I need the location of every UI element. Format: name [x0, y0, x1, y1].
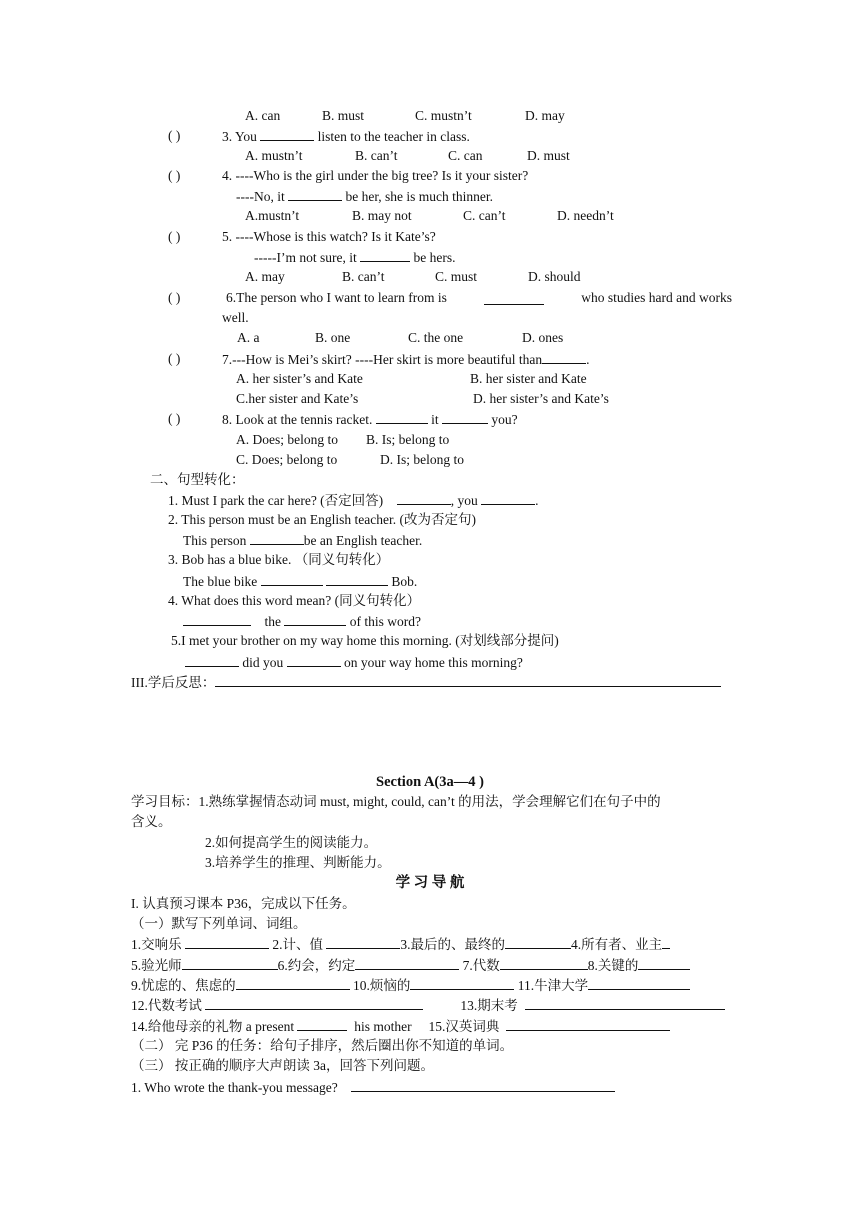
transform-3-blank-2[interactable] — [326, 573, 388, 586]
reflection-blank[interactable] — [215, 674, 721, 687]
transform-2-answer: This person be an English teacher. — [183, 533, 423, 548]
learning-goal-3: 3.培养学生的推理、判断能力。 — [205, 855, 391, 870]
q5-answer-paren[interactable]: ( ) — [168, 229, 181, 244]
vocab-row-2: 5.验光师 6.约会，约定 7.代数 8.关键的 — [131, 957, 690, 974]
q7-stem: 7.---How is Mei’s skirt? ----Her skirt is more beautiful than . — [222, 352, 590, 367]
reading-question-1-blank[interactable] — [351, 1079, 615, 1092]
transform-3-blank-1[interactable] — [261, 573, 323, 586]
transform-1-blank-2[interactable] — [481, 492, 535, 505]
q3-stem: 3. You listen to the teacher in class. — [222, 129, 470, 144]
q3-option-b: B. can’t — [355, 148, 398, 163]
q6-option-c: C. the one — [408, 330, 464, 345]
q4-stem-line2: ----No, it be her, she is much thinner. — [236, 189, 494, 204]
q7-option-a: A. her sister’s and Kate — [236, 371, 363, 386]
q8-option-a: A. Does; belong to — [236, 432, 338, 447]
q6-option-b: B. one — [315, 330, 351, 345]
vocab-9-blank[interactable] — [236, 977, 350, 990]
q3-option-d: D. must — [527, 148, 570, 163]
q8-stem: 8. Look at the tennis racket. it you? — [222, 412, 518, 427]
q4-blank[interactable] — [288, 188, 342, 201]
q2-option-a: A. can — [245, 108, 281, 123]
q6-blank[interactable] — [484, 292, 544, 305]
preview-instruction: I. 认真预习课本 P36，完成以下任务。 — [131, 896, 356, 911]
subtask-2: （二） 完 P36 的任务：给句子排序，然后圈出你不知道的单词。 — [131, 1038, 514, 1053]
subtask-3: （三） 按正确的顺序大声朗读 3a，回答下列问题。 — [131, 1058, 434, 1073]
section-title: Section A(3a—4 ) — [376, 774, 484, 790]
q3-option-a: A. mustn’t — [245, 148, 303, 163]
q5-stem-line1: 5. ----Whose is this watch? Is it Kate’s? — [222, 229, 436, 244]
q6-stem-cont: well. — [222, 310, 249, 325]
q4-option-b: B. may not — [352, 208, 412, 223]
study-guide-heading: 学 习 导 航 — [395, 875, 465, 891]
q2-option-d: D. may — [525, 108, 565, 123]
reflection: III.学后反思： — [131, 674, 721, 691]
transform-1-blank-1[interactable] — [397, 492, 451, 505]
vocab-5-blank[interactable] — [182, 957, 278, 970]
vocab-row-4: 12.代数考试 13.期末考 — [131, 997, 725, 1014]
q5-option-d: D. should — [528, 269, 581, 284]
q8-blank-2[interactable] — [442, 411, 488, 424]
q7-option-b: B. her sister and Kate — [470, 371, 587, 386]
vocab-3-blank[interactable] — [505, 936, 571, 949]
vocab-2-blank[interactable] — [326, 936, 400, 949]
vocab-12-blank[interactable] — [205, 997, 423, 1010]
q8-answer-paren[interactable]: ( ) — [168, 411, 181, 426]
vocab-row-1: 1.交响乐 2.计、值 3.最后的、最终的 4.所有者、业主 — [131, 936, 731, 953]
q6-answer-paren[interactable]: ( ) — [168, 290, 181, 305]
q5-stem-line2: -----I’m not sure, it be hers. — [254, 250, 456, 265]
transform-3-answer: The blue bike Bob. — [183, 574, 418, 589]
q5-option-a: A. may — [245, 269, 285, 284]
reading-question-1: 1. Who wrote the thank-you message? — [131, 1079, 615, 1096]
q4-stem-line1: 4. ----Who is the girl under the big tree? Is it your sister? — [222, 168, 529, 183]
q4-option-d: D. needn’t — [557, 208, 614, 223]
transform-4-answer: the of this word? — [183, 613, 421, 630]
vocab-row-5: 14.给他母亲的礼物 a present his mother 15.汉英词典 — [131, 1018, 670, 1035]
q6-option-a: A. a — [237, 330, 260, 345]
transform-5-blank-1[interactable] — [185, 654, 239, 667]
transform-1: 1. Must I park the car here? (否定回答) , you . — [168, 493, 539, 508]
vocab-14-blank[interactable] — [297, 1018, 347, 1031]
vocab-6-blank[interactable] — [355, 957, 459, 970]
transform-5-answer: did you on your way home this morning? — [185, 654, 523, 671]
q6-stem: 6.The person who I want to learn from is who studies hard and works — [226, 290, 732, 305]
q4-answer-paren[interactable]: ( ) — [168, 168, 181, 183]
q5-blank[interactable] — [360, 249, 410, 262]
q8-option-c: C. Does; belong to — [236, 452, 338, 467]
q6-option-d: D. ones — [522, 330, 564, 345]
q5-option-b: B. can’t — [342, 269, 385, 284]
vocab-row-3: 9.忧虑的、焦虑的 10.烦恼的 11.牛津大学 — [131, 977, 690, 994]
transform-2-blank[interactable] — [250, 532, 304, 545]
q7-answer-paren[interactable]: ( ) — [168, 351, 181, 366]
vocab-10-blank[interactable] — [410, 977, 514, 990]
transform-4-blank-2[interactable] — [284, 613, 346, 626]
transform-4-blank-1[interactable] — [183, 613, 251, 626]
q2-option-c: C. mustn’t — [415, 108, 472, 123]
q7-option-c: C.her sister and Kate’s — [236, 391, 359, 406]
learning-goal-1: 学习目标：1.熟练掌握情态动词 must, might, could, can’t 的用法，学会理解它们在句子中的 — [131, 794, 661, 809]
transform-5-prompt: 5.I met your brother on my way home this morning. (对划线部分提问) — [171, 633, 559, 648]
q7-option-d: D. her sister’s and Kate’s — [473, 391, 609, 406]
vocab-15-blank[interactable] — [506, 1018, 670, 1031]
q8-option-d: D. Is; belong to — [380, 452, 464, 467]
transform-3-prompt: 3. Bob has a blue bike. （同义句转化） — [168, 552, 390, 567]
transform-4-prompt: 4. What does this word mean? (同义句转化） — [168, 593, 421, 608]
vocab-7-blank[interactable] — [500, 957, 588, 970]
vocab-11-blank[interactable] — [588, 977, 690, 990]
q3-blank[interactable] — [260, 128, 314, 141]
vocab-13-blank[interactable] — [525, 997, 725, 1010]
q4-option-a: A.mustn’t — [245, 208, 300, 223]
vocab-4-blank[interactable] — [662, 936, 670, 949]
q2-option-b: B. must — [322, 108, 365, 123]
q5-option-c: C. must — [435, 269, 478, 284]
transform-2-prompt: 2. This person must be an English teacher. (改为否定句) — [168, 512, 476, 527]
q7-blank[interactable] — [542, 351, 586, 364]
vocab-1-blank[interactable] — [185, 936, 269, 949]
q4-option-c: C. can’t — [463, 208, 506, 223]
learning-goal-2: 2.如何提高学生的阅读能力。 — [205, 835, 378, 850]
q8-option-b: B. Is; belong to — [366, 432, 450, 447]
vocab-8-blank[interactable] — [638, 957, 690, 970]
transform-5-blank-2[interactable] — [287, 654, 341, 667]
q3-option-c: C. can — [448, 148, 483, 163]
learning-goal-1-cont: 含义。 — [131, 814, 172, 829]
part2-heading: 二、句型转化： — [150, 472, 245, 487]
q3-answer-paren[interactable]: ( ) — [168, 128, 181, 143]
q8-blank-1[interactable] — [376, 411, 428, 424]
subtask-1: （一）默写下列单词、词组。 — [131, 916, 307, 931]
